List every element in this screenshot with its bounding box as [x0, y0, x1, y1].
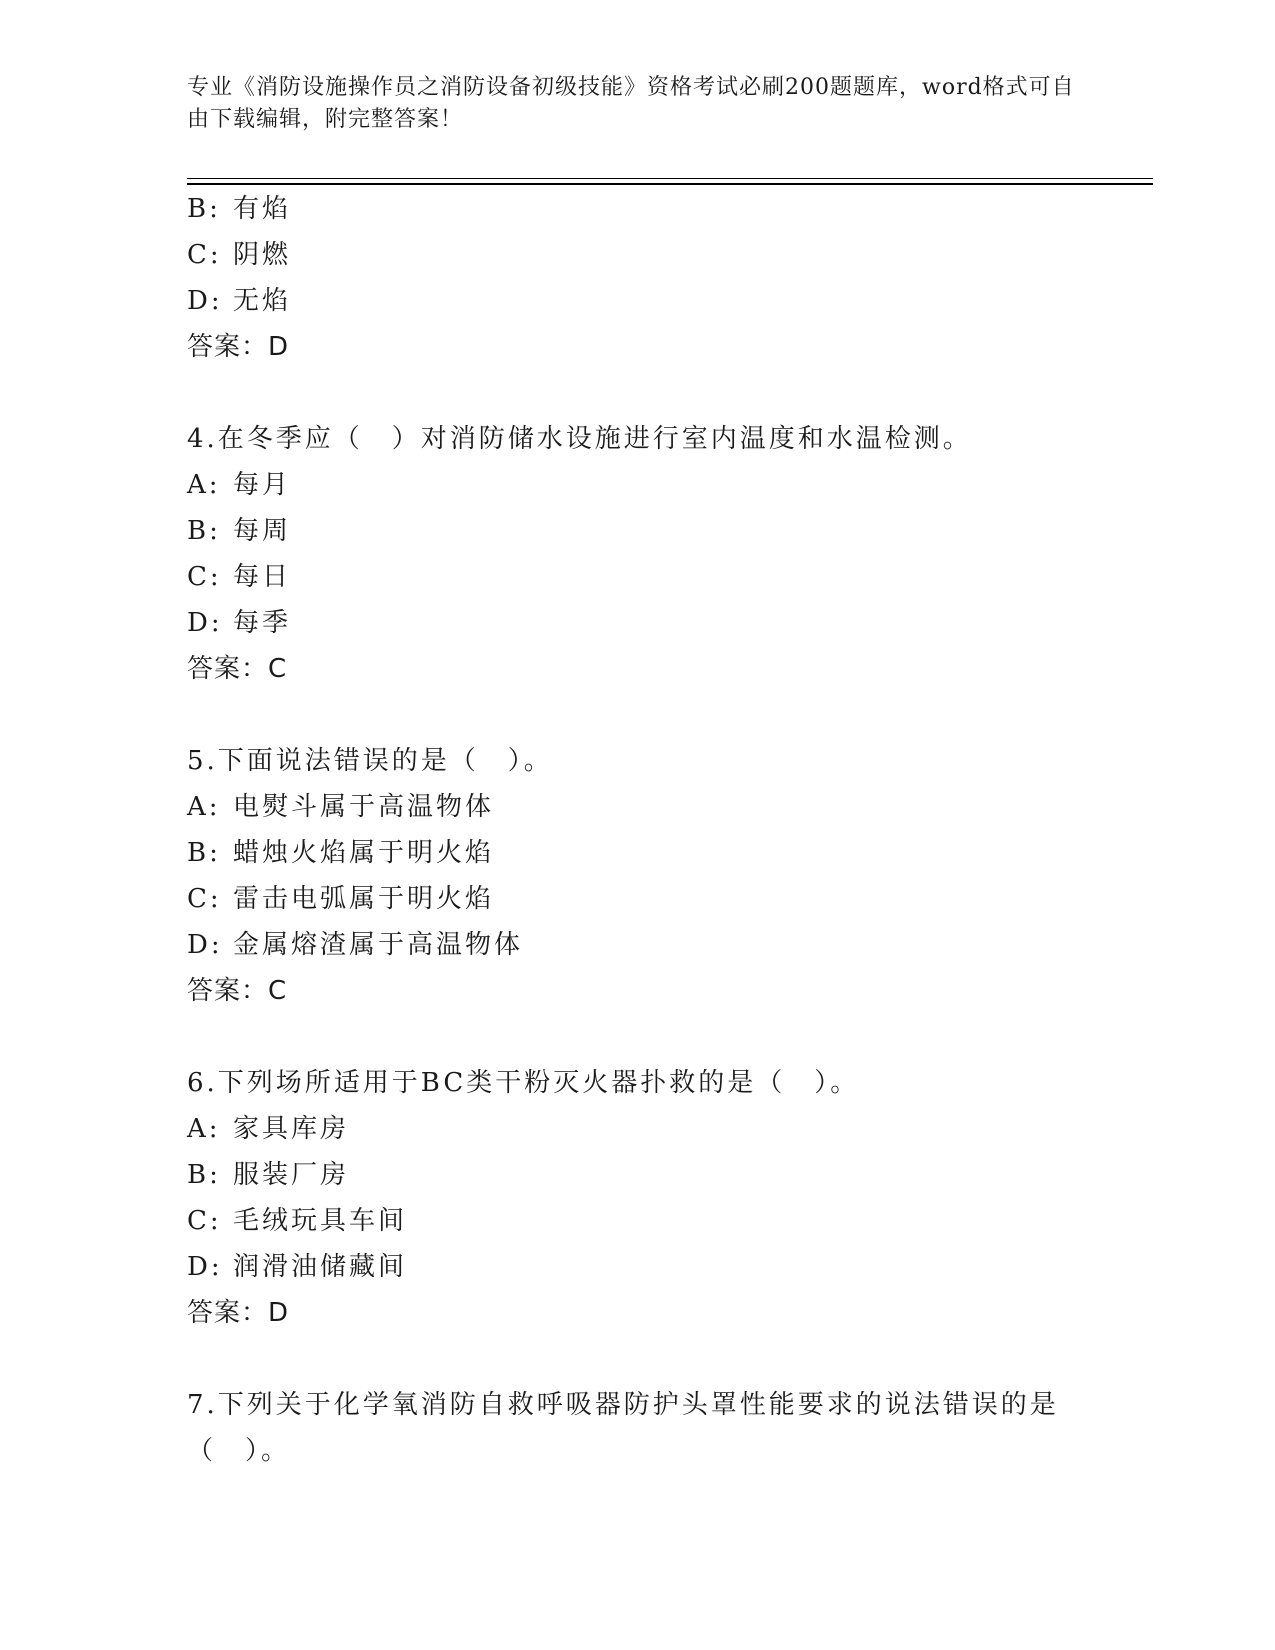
question-list [187, 186, 1087, 1474]
option-b [187, 508, 1087, 554]
option-b [187, 830, 1087, 876]
question-3 [187, 186, 1087, 370]
option-c [187, 1198, 1087, 1244]
option-label: B: [187, 516, 221, 546]
option-b [187, 186, 1087, 232]
option-label: A: [187, 792, 221, 822]
question-7 [187, 1382, 1087, 1474]
question-4 [187, 416, 1087, 692]
option-text: 每周 [233, 516, 292, 546]
option-d [187, 922, 1087, 968]
option-d [187, 600, 1087, 646]
header-divider-thin [187, 178, 1153, 179]
option-label: C: [187, 240, 222, 270]
question-5 [187, 738, 1087, 1014]
option-c [187, 554, 1087, 600]
question-text: 6.下列场所适用于BC类干粉灭火器扑救的是（ ）。 [187, 1068, 860, 1098]
option-label: C: [187, 884, 222, 914]
option-c [187, 232, 1087, 278]
option-text: 金属熔渣属于高温物体 [233, 930, 524, 960]
option-a [187, 462, 1087, 508]
question-text: 5.下面说法错误的是（ ）。 [187, 746, 553, 776]
option-label: D: [187, 608, 223, 638]
answer: 答案：C [187, 976, 288, 1006]
document-header: 专业《消防设施操作员之消防设备初级技能》资格考试必刷200题题库，word格式可自由下载编辑，附完整答案！ [187, 75, 1075, 132]
option-label: D: [187, 286, 223, 316]
option-text: 电熨斗属于高温物体 [233, 792, 495, 822]
option-text: 无焰 [233, 286, 292, 316]
option-label: B: [187, 194, 221, 224]
option-b [187, 1152, 1087, 1198]
option-label: C: [187, 562, 222, 592]
option-c [187, 876, 1087, 922]
option-text: 每月 [233, 470, 292, 500]
question-text: 7.下列关于化学氧消防自救呼吸器防护头罩性能要求的说法错误的是（ ）。 [187, 1390, 1059, 1466]
answer: 答案：C [187, 654, 288, 684]
option-text: 有焰 [233, 194, 292, 224]
answer: 答案：D [187, 332, 290, 362]
option-label: B: [187, 1160, 221, 1190]
option-text: 每日 [233, 562, 292, 592]
option-text: 蜡烛火焰属于明火焰 [233, 838, 495, 868]
option-a [187, 784, 1087, 830]
option-text: 阴燃 [233, 240, 292, 270]
question-text: 4.在冬季应（ ）对消防储水设施进行室内温度和水温检测。 [187, 424, 972, 454]
option-label: C: [187, 1206, 222, 1236]
option-text: 服装厂房 [233, 1160, 350, 1190]
option-a [187, 1106, 1087, 1152]
option-text: 雷击电弧属于明火焰 [233, 884, 495, 914]
option-d [187, 278, 1087, 324]
option-label: D: [187, 1252, 223, 1282]
option-label: D: [187, 930, 223, 960]
option-label: A: [187, 1114, 221, 1144]
option-text: 毛绒玩具车间 [233, 1206, 408, 1236]
option-text: 润滑油储藏间 [233, 1252, 408, 1282]
question-6 [187, 1060, 1087, 1336]
header-divider-thick [187, 183, 1153, 185]
option-text: 家具库房 [233, 1114, 350, 1144]
option-text: 每季 [233, 608, 292, 638]
option-d [187, 1244, 1087, 1290]
answer: 答案：D [187, 1298, 290, 1328]
option-label: A: [187, 470, 221, 500]
option-label: B: [187, 838, 221, 868]
